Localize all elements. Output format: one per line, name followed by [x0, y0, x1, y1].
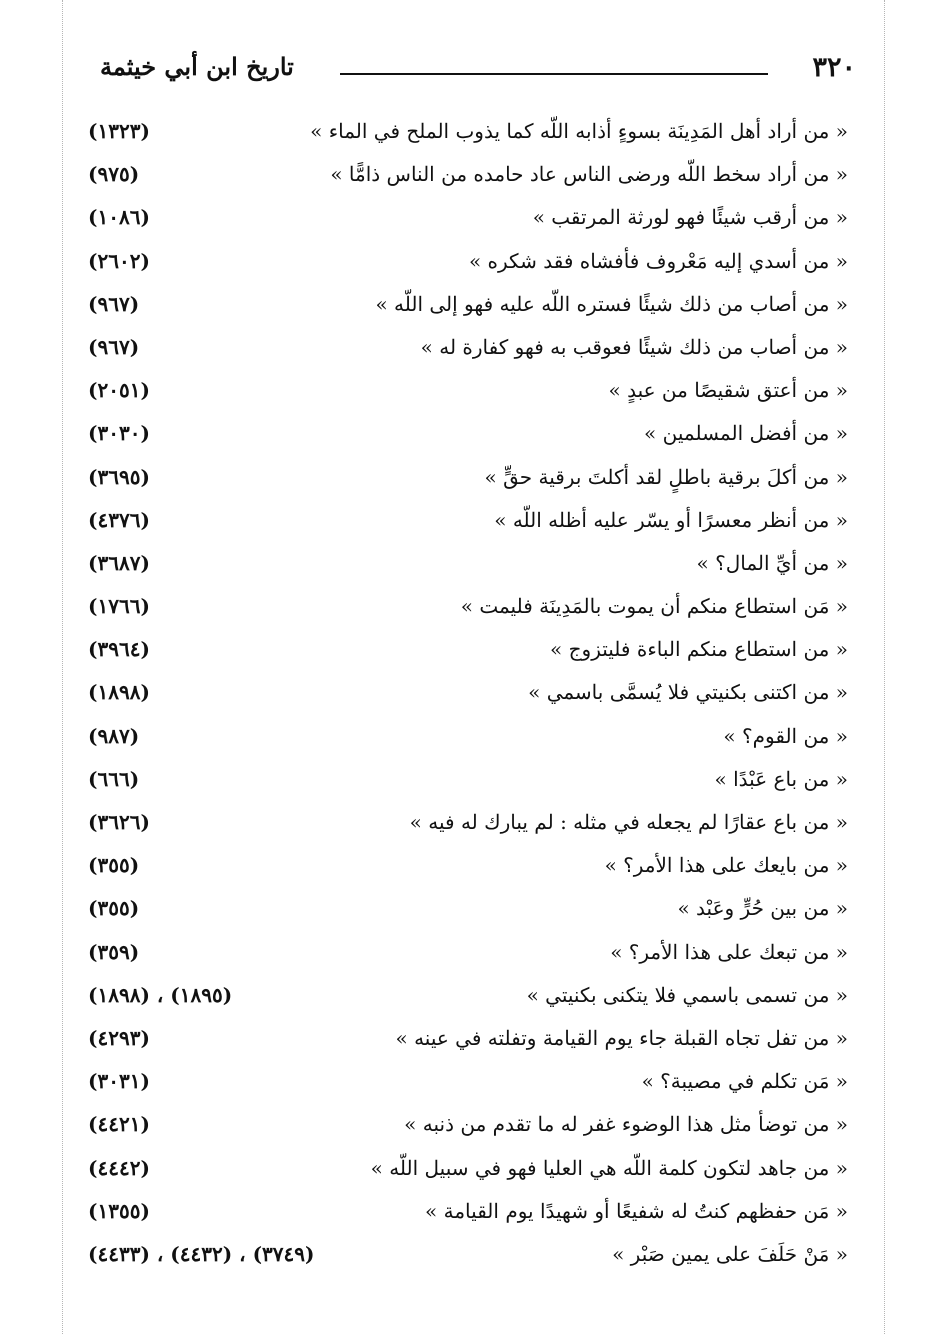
entry-reference: (٣٥٥): [88, 853, 140, 878]
entry-text: « من تسمى باسمي فلا يتكنى بكنيتي »: [526, 982, 848, 1007]
entry-reference: (٩٦٧): [88, 291, 140, 316]
entry-text: « من اكتنى بكنيتي فلا يُسمَّى باسمي »: [528, 680, 848, 705]
entry-text: « مَن تكلم في مصيبة؟ »: [641, 1069, 848, 1094]
entry-reference: (٣٦٨٧): [88, 550, 150, 575]
index-entry: [88, 628, 848, 671]
hadith-index-list: [88, 110, 848, 1276]
entry-text: « من أراد سخط اللّه ورضى الناس عاد حامده من الناس ذامًّا »: [330, 162, 848, 187]
entry-text: « مَن استطاع منكم أن يموت بالمَدِينَة فليمت »: [460, 594, 848, 619]
entry-reference: (٣٦٩٥): [88, 464, 150, 489]
index-entry: [88, 715, 848, 758]
entry-reference: (٤٣٧٦): [88, 507, 150, 532]
entry-text: « من جاهد لتكون كلمة اللّه هي العليا فهو في سبيل اللّه »: [370, 1155, 848, 1180]
index-entry: [88, 1017, 848, 1060]
entry-text: « مَن حفظهم كنتُ له شفيعًا أو شهيدًا يوم القيامة »: [425, 1198, 848, 1223]
entry-text: « من باع عقارًا لم يجعله في مثله : لم يبارك له فيه »: [409, 810, 848, 834]
index-entry: [88, 412, 848, 455]
index-entry: [88, 758, 848, 801]
entry-reference: (٤٢٩٣): [88, 1025, 150, 1050]
index-entry: [88, 499, 848, 542]
book-title: تاريخ ابن أبي خيثمة: [100, 52, 294, 81]
header-rule: [340, 73, 768, 75]
entry-text: « من أفضل المسلمين »: [644, 421, 848, 446]
index-entry: [88, 1190, 848, 1233]
index-entry: [88, 801, 848, 844]
index-entry: [88, 326, 848, 369]
index-entry: [88, 110, 848, 153]
entry-text: « من أعتق شقيصًا من عبدٍ »: [608, 378, 848, 403]
left-page-edge: [62, 0, 63, 1334]
index-entry: [88, 240, 848, 283]
index-entry: [88, 196, 848, 239]
entry-text: « من أيِّ المال؟ »: [696, 550, 848, 575]
index-entry: [88, 153, 848, 196]
entry-reference: (٣٥٩): [88, 939, 140, 964]
index-entry: [88, 283, 848, 326]
index-entry: [88, 1103, 848, 1146]
entry-reference: (١٨٩٨): [88, 680, 150, 705]
entry-reference: (٣٧٤٩) ، (٤٤٣٢) ، (٤٤٣٣): [88, 1241, 315, 1266]
index-entry: [88, 1233, 848, 1276]
index-entry: [88, 456, 848, 499]
index-entry: [88, 671, 848, 714]
entry-reference: (١٨٩٥) ، (١٨٩٨): [88, 982, 233, 1007]
entry-reference: (٩٦٧): [88, 334, 140, 359]
page-number: ٣٢٠: [812, 52, 856, 83]
entry-text: « من أنظر معسرًا أو يسّر عليه أظله اللّه »: [494, 507, 848, 532]
entry-reference: (٣٠٣٠): [88, 421, 150, 446]
entry-reference: (١٧٦٦): [88, 594, 150, 619]
entry-text: « من تفل تجاه القبلة جاء يوم القيامة وتفلته في عينه »: [395, 1025, 848, 1050]
entry-reference: (٢٦٠٢): [88, 248, 150, 273]
entry-reference: (٦٦٦): [88, 766, 140, 791]
entry-text: « مَنْ حَلَفَ على يمين صَبْر »: [612, 1241, 848, 1266]
entry-text: « من أراد أهل المَدِينَة بسوءٍ أذابه اللّه كما يذوب الملح في الماء »: [310, 119, 848, 143]
page-header: [0, 52, 925, 96]
entry-reference: (٤٤٢١): [88, 1112, 150, 1137]
index-entry: [88, 1060, 848, 1103]
index-entry: [88, 931, 848, 974]
entry-reference: (٣٠٣١): [88, 1069, 150, 1094]
index-entry: [88, 844, 848, 887]
right-page-edge: [884, 0, 885, 1334]
index-entry: [88, 974, 848, 1017]
entry-reference: (١٣٢٣): [88, 119, 150, 143]
entry-text: « من أسدي إليه مَعْروف فأفشاه فقد شكره »: [468, 248, 848, 273]
entry-reference: (٣٦٢٦): [88, 810, 150, 834]
index-entry: [88, 585, 848, 628]
entry-reference: (٢٠٥١): [88, 378, 150, 403]
entry-reference: (٤٤٤٢): [88, 1155, 150, 1180]
entry-text: « من أرقب شيئًا فهو لورثة المرتقب »: [532, 205, 848, 230]
entry-reference: (١٠٨٦): [88, 205, 150, 230]
entry-text: « من أصاب من ذلك شيئًا فستره اللّه عليه فهو إلى اللّه »: [375, 291, 848, 316]
entry-text: « من بايعك على هذا الأمر؟ »: [604, 853, 848, 878]
index-entry: [88, 369, 848, 412]
entry-text: « من توضأ مثل هذا الوضوء غفر له ما تقدم من ذنبه »: [404, 1112, 848, 1137]
index-entry: [88, 1147, 848, 1190]
entry-text: « من استطاع منكم الباءة فليتزوج »: [550, 637, 848, 662]
entry-text: « من باع عَبْدًا »: [714, 766, 848, 791]
entry-reference: (٩٨٧): [88, 723, 140, 748]
entry-text: « من أكلَ برقية باطلٍ لقد أكلتَ برقية حقٍّ »: [484, 464, 848, 489]
entry-text: « من تبعك على هذا الأمر؟ »: [610, 939, 848, 964]
entry-reference: (٣٥٥): [88, 896, 140, 921]
entry-reference: (٩٧٥): [88, 162, 140, 187]
entry-text: « من أصاب من ذلك شيئًا فعوقب به فهو كفارة له »: [420, 334, 848, 359]
index-entry: [88, 887, 848, 930]
entry-reference: (١٣٥٥): [88, 1198, 150, 1223]
entry-text: « من بين حُرٍّ وعَبْد »: [677, 896, 848, 921]
index-entry: [88, 542, 848, 585]
entry-reference: (٣٩٦٤): [88, 637, 150, 662]
entry-text: « من القوم؟ »: [723, 723, 848, 748]
